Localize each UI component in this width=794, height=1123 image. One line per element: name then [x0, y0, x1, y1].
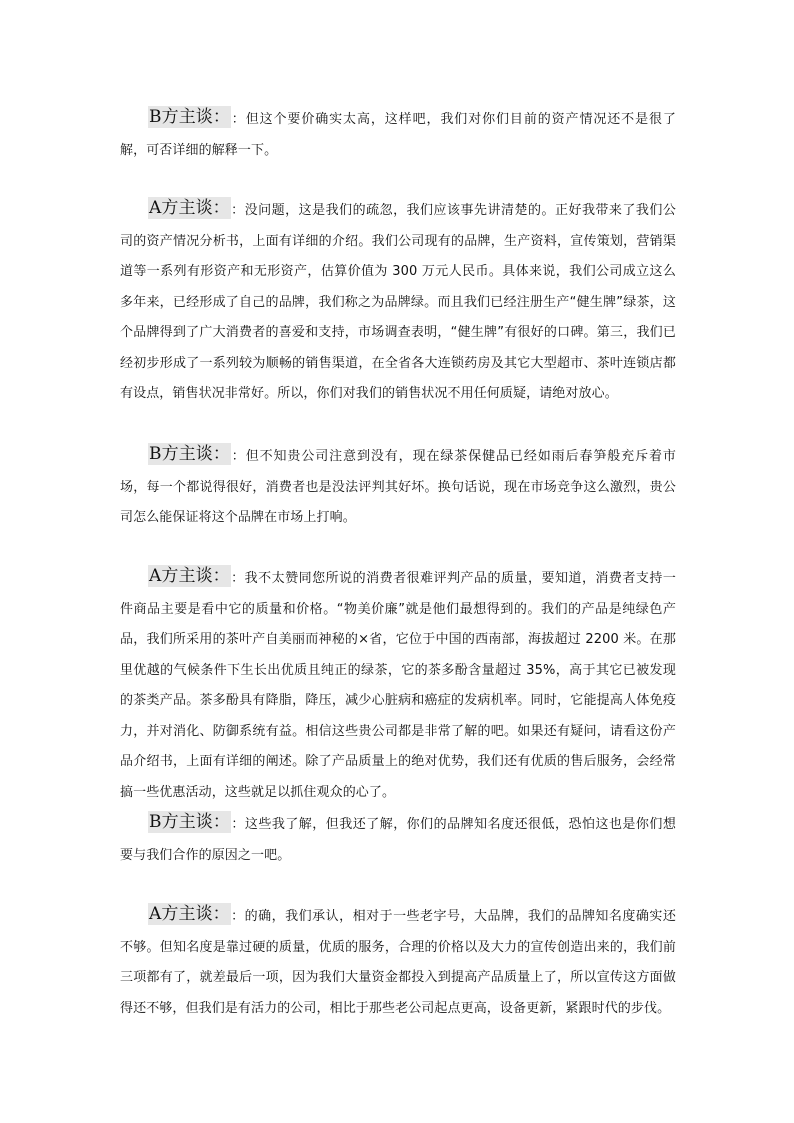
dialogue-text: ：这些我了解，但我还了解，你们的品牌知名度还很低，恐怕这也是你们想要与我们合作的原因之一吧。 [120, 817, 676, 863]
dialogue-text: ：没问题，这是我们的疏忽，我们应该事先讲清楚的。正好我带来了我们公司的资产情况分析书，上面有详细的介绍。我们公司现有的品牌，生产资料，宣传策划，营销渠道等一系列有形资产和无形资产，估算价值为 300 万元人民币。具体来说，我们公司成立这么多年来，已经形成了自己的品牌，我们称之为品牌绿。而且我们已经注册生产“健生牌”绿茶，这个品牌得到了广大消费者的喜爱和支持，市场调查表明，“健生牌”有很好的口碑。第三，我们已经初步形成了一系列较为顺畅的销售渠道，在全省各大连锁药房及其它大型超市、茶叶连锁店都有设点，销售状况非常好。所以，你们对我们的销售状况不用任何质疑，请绝对放心。 [120, 203, 676, 401]
dialogue-paragraph [120, 902, 676, 1024]
speaker-label: B方主谈： [149, 444, 230, 464]
dialogue-paragraph [120, 564, 676, 808]
dialogue-paragraph [120, 442, 676, 534]
dialogue-text: ：的确，我们承认，相对于一些老字号，大品牌，我们的品牌知名度确实还不够。但知名度是靠过硬的质量，优质的服务，合理的价格以及大力的宣传创造出来的，我们前三项都有了，就差最后一项，因为我们大量资金都投入到提高产品质量上了，所以宣传这方面做得还不够，但我们是有活力的公司，相比于那些老公司起点更高，设备更新，紧跟时代的步伐。 [120, 909, 676, 1016]
dialogue-text: ：但不知贵公司注意到没有，现在绿茶保健品已经如雨后春笋般充斥着市场，每一个都说得很好，消费者也是没法评判其好坏。换句话说，现在市场竞争这么激烈，贵公司怎么能保证将这个品牌在市场上打响。 [120, 449, 676, 525]
dialogue-paragraph [120, 196, 676, 410]
dialogue-paragraph [120, 810, 676, 871]
dialogue-paragraph [120, 105, 676, 166]
speaker-label: B方主谈： [149, 812, 230, 832]
speaker-label: B方主谈： [149, 107, 230, 127]
dialogue-text: ：但这个要价确实太高，这样吧，我们对你们目前的资产情况还不是很了解，可否详细的解释一下。 [120, 112, 676, 158]
dialogue-text: ：我不太赞同您所说的消费者很难评判产品的质量，要知道，消费者支持一件商品主要是看中它的质量和价格。“物美价廉”就是他们最想得到的。我们的产品是纯绿色产品，我们所采用的茶叶产自美丽而神秘的×省，它位于中国的西南部，海拔超过 2200 米。在那里优越的气候条件下生长出优质且纯正的绿茶，它的茶多酚含量超过 35%，高于其它已被发现的茶类产品。茶多酚具有降脂，降压，减少心脏病和癌症的发病机率。同时，它能提高人体免疫力，并对消化、防御系统有益。相信这些贵公司都是非常了解的吧。如果还有疑问，请看这份产品介绍书，上面有详细的阐述。除了产品质量上的绝对优势，我们还有优质的售后服务，会经常搞一些优惠活动，这些就足以抓住观众的心了。 [120, 571, 676, 800]
speaker-label: A方主谈： [149, 566, 230, 586]
speaker-label: A方主谈： [149, 198, 230, 218]
speaker-label: A方主谈： [149, 904, 230, 924]
